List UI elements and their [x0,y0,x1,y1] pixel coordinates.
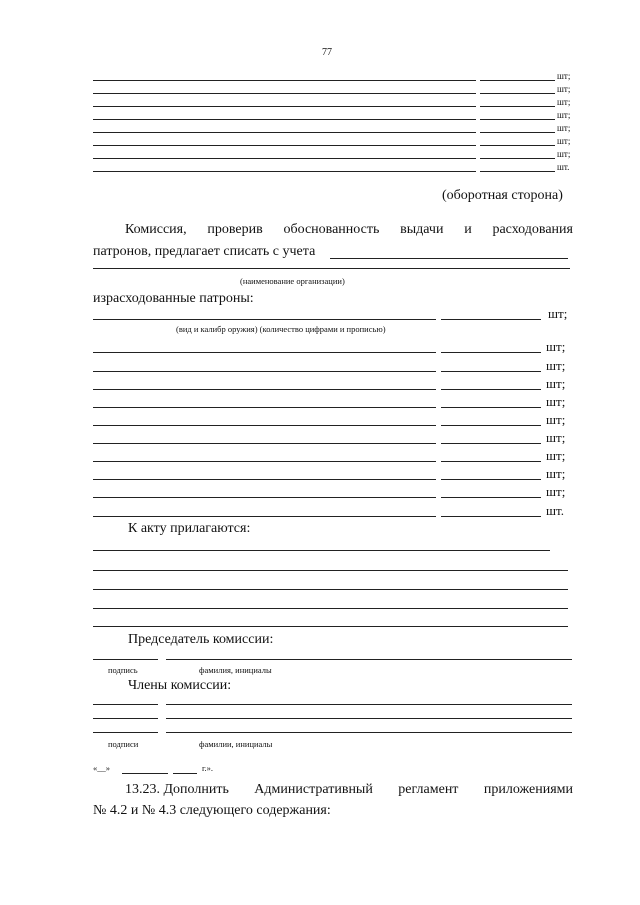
quantity-line [480,158,555,159]
attachment-line [93,608,568,609]
weapon-line [93,497,436,498]
weapon-line [93,461,436,462]
unit-label: шт; [557,97,571,107]
chairman-name-line [166,659,572,660]
quantity-line [480,171,555,172]
item-line [93,80,476,81]
weapon-caption: (вид и калибр оружия) (количество цифрами и прописью) [176,324,386,334]
quantity-line [480,145,555,146]
quantity-line [441,425,541,426]
quantity-line [441,516,541,517]
unit-label: шт; [557,71,571,81]
word: Комиссия, [125,222,187,237]
reverse-side-label: (оборотная сторона) [442,188,563,203]
date-year-line [173,773,197,774]
unit-label: шт; [548,306,568,321]
unit-label: шт; [546,339,566,354]
quantity-line [441,479,541,480]
quantity-line [441,407,541,408]
unit-label: шт. [557,162,570,172]
commission-paragraph-line2: патронов, предлагает списать с учета [93,244,316,259]
unit-label: шт; [546,358,566,373]
amendment-paragraph-line2: № 4.2 и № 4.3 следующего содержания: [93,803,331,818]
member-signature-line [93,718,158,719]
unit-label: шт; [557,149,571,159]
unit-label: шт; [557,84,571,94]
members-label: Члены комиссии: [128,678,232,693]
member-name-line [166,732,572,733]
chairman-name-caption: фамилия, инициалы [199,665,272,675]
unit-label: шт; [546,466,566,481]
members-name-caption: фамилии, инициалы [199,739,273,749]
weapon-line [93,352,436,353]
member-name-line [166,718,572,719]
attachment-line [93,550,550,551]
unit-label: шт; [546,430,566,445]
item-line [93,106,476,107]
unit-label: шт; [546,394,566,409]
weapon-line [93,389,436,390]
date-year-suffix: г.». [202,763,214,773]
unit-label: шт; [557,110,571,120]
quantity-line [480,93,555,94]
word: приложениями [483,782,573,797]
word: регламент [398,782,459,797]
attached-label: К акту прилагаются: [128,521,251,536]
quantity-line [441,443,541,444]
write-off-org-line [330,258,568,259]
quantity-line [480,119,555,120]
quantity-line [441,497,541,498]
page-number: 77 [322,47,332,58]
item-line [93,119,476,120]
quantity-line [480,106,555,107]
unit-label: шт; [546,376,566,391]
member-name-line [166,704,572,705]
unit-label: шт; [546,484,566,499]
word: и [464,222,472,237]
quantity-line [480,80,555,81]
unit-label: шт; [546,448,566,463]
word: обоснованность [283,222,380,237]
quantity-line [441,461,541,462]
member-signature-line [93,732,158,733]
chairman-sign-caption: подпись [108,665,138,675]
org-name-line [93,268,570,269]
quantity-line [441,371,541,372]
attachment-line [93,626,568,627]
chairman-signature-line [93,659,158,660]
weapon-line [93,516,436,517]
attachment-line [93,589,568,590]
word: Административный [254,782,373,797]
weapon-line [93,319,436,320]
members-sign-caption: подписи [108,739,139,749]
weapon-line [93,371,436,372]
quantity-line [480,132,555,133]
org-caption: (наименование организации) [240,276,345,286]
quantity-line [441,389,541,390]
item-line [93,132,476,133]
word: проверив [207,222,263,237]
item-line [93,93,476,94]
unit-label: шт; [546,412,566,427]
item-line [93,171,476,172]
commission-paragraph-line1 [93,222,573,238]
chairman-label: Председатель комиссии: [128,632,274,647]
date-month-line [122,773,168,774]
weapon-line [93,407,436,408]
unit-label: шт. [546,503,564,518]
weapon-line [93,425,436,426]
item-line [93,145,476,146]
word: выдачи [400,222,444,237]
unit-label: шт; [557,136,571,146]
weapon-line [93,443,436,444]
word: расходования [492,222,573,237]
unit-label: шт; [557,123,571,133]
quantity-line [441,319,541,320]
item-line [93,158,476,159]
attachment-line [93,570,568,571]
weapon-line [93,479,436,480]
spent-cartridges-label: израсходованные патроны: [93,291,254,306]
date-day: «__» [93,763,110,773]
word: 13.23. Дополнить [125,782,229,797]
member-signature-line [93,704,158,705]
quantity-line [441,352,541,353]
amendment-paragraph-line1 [93,782,573,798]
